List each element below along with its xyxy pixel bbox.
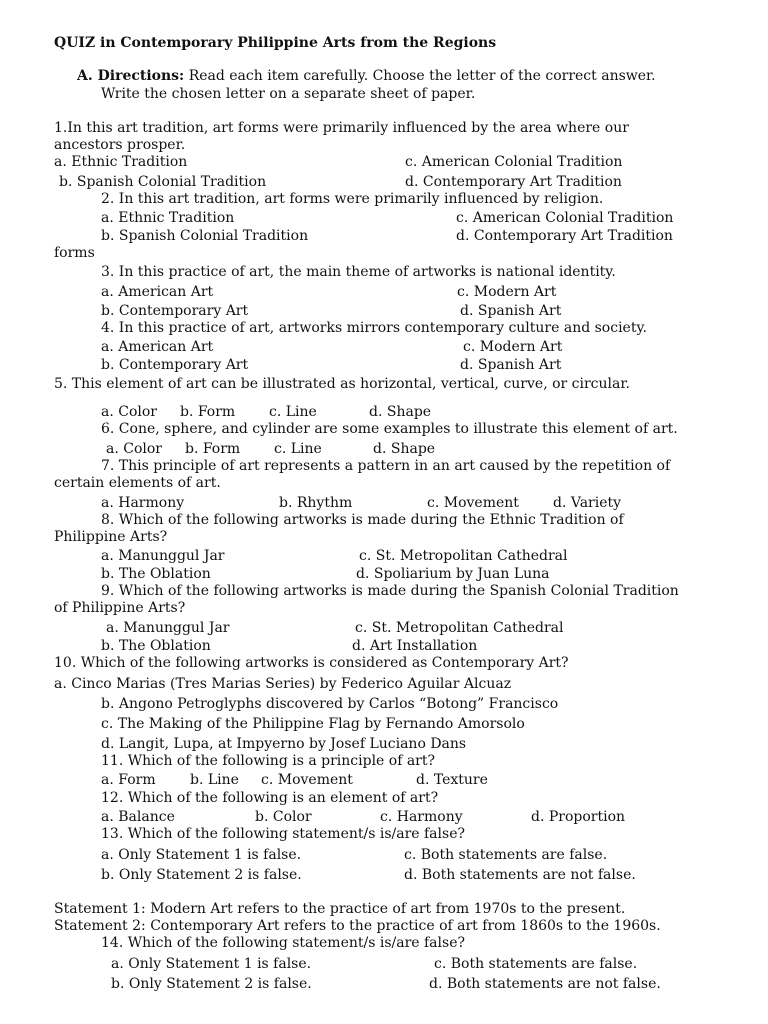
q12-choice-d: d. Proportion — [531, 809, 626, 825]
q14-choice-b: b. Only Statement 2 is false. — [111, 976, 312, 992]
question-3-text: 3. In this practice of art, the main theme of artworks is national identity. — [101, 264, 616, 280]
q1-choice-d: d. Contemporary Art Tradition — [405, 174, 622, 190]
q6-choice-d: d. Shape — [373, 441, 436, 457]
directions-label: A. Directions: — [77, 68, 185, 84]
q3-choice-d: d. Spanish Art — [460, 303, 562, 319]
q5-choice-d: d. Shape — [369, 404, 432, 420]
q12-choice-c: c. Harmony — [380, 809, 463, 825]
question-2-text: 2. In this art tradition, art forms were primarily influenced by religion. — [101, 191, 604, 207]
q6-choice-b: b. Form — [185, 441, 241, 457]
q12-choice-b: b. Color — [255, 809, 312, 825]
question-10-text: 10. Which of the following artworks is considered as Contemporary Art? — [54, 655, 569, 671]
q7-choice-c: c. Movement — [427, 495, 519, 511]
q3-choice-b: b. Contemporary Art — [101, 303, 249, 319]
q2-choice-c: c. American Colonial Tradition — [456, 210, 674, 226]
q7-choice-d: d. Variety — [553, 495, 622, 511]
q3-choice-c: c. Modern Art — [457, 284, 557, 300]
q10-choice-b: b. Angono Petroglyphs discovered by Carlos “Botong” Francisco — [101, 696, 559, 712]
q6-choice-a: a. Color — [106, 441, 162, 457]
q13-choice-a: a. Only Statement 1 is false. — [101, 847, 302, 863]
q4-choice-c: c. Modern Art — [463, 339, 563, 355]
question-8-text: 8. Which of the following artworks is made during the Ethnic Tradition of — [101, 512, 624, 528]
q13-choice-d: d. Both statements are not false. — [404, 867, 636, 883]
q13-choice-c: c. Both statements are false. — [404, 847, 608, 863]
statement-1: Statement 1: Modern Art refers to the practice of art from 1970s to the present. — [54, 901, 626, 917]
q11-choice-c: c. Movement — [261, 772, 353, 788]
question-13-text: 13. Which of the following statement/s is/are false? — [101, 826, 465, 842]
q12-choice-a: a. Balance — [101, 809, 175, 825]
q5-choice-c: c. Line — [269, 404, 317, 420]
question-7-text-cont: certain elements of art. — [54, 475, 221, 491]
question-9-text-cont: of Philippine Arts? — [54, 600, 186, 616]
q1-choice-b: b. Spanish Colonial Tradition — [59, 174, 267, 190]
q10-choice-d: d. Langit, Lupa, at Impyerno by Josef Luciano Dans — [101, 736, 467, 752]
q9-choice-c: c. St. Metropolitan Cathedral — [355, 620, 564, 636]
question-12-text: 12. Which of the following is an element of art? — [101, 790, 439, 806]
question-6-text: 6. Cone, sphere, and cylinder are some examples to illustrate this element of art. — [101, 421, 678, 437]
q2-tail-text: forms — [54, 245, 95, 261]
question-7-text: 7. This principle of art represents a pattern in an art caused by the repetition of — [101, 458, 671, 474]
q11-choice-d: d. Texture — [416, 772, 488, 788]
q2-choice-b: b. Spanish Colonial Tradition — [101, 228, 309, 244]
q8-choice-b: b. The Oblation — [101, 566, 211, 582]
q10-choice-a: a. Cinco Marias (Tres Marias Series) by Federico Aguilar Alcuaz — [54, 676, 512, 692]
q9-choice-d: d. Art Installation — [352, 638, 478, 654]
q9-choice-a: a. Manunggul Jar — [106, 620, 230, 636]
question-11-text: 11. Which of the following is a principle of art? — [101, 753, 436, 769]
q8-choice-d: d. Spoliarium by Juan Luna — [356, 566, 550, 582]
q14-choice-c: c. Both statements are false. — [434, 956, 638, 972]
q11-choice-b: b. Line — [190, 772, 239, 788]
q4-choice-b: b. Contemporary Art — [101, 357, 249, 373]
q14-choice-d: d. Both statements are not false. — [429, 976, 661, 992]
q4-choice-a: a. American Art — [101, 339, 214, 355]
question-1-text-cont: ancestors prosper. — [54, 137, 186, 153]
q4-choice-d: d. Spanish Art — [460, 357, 562, 373]
page-title: QUIZ in Contemporary Philippine Arts from the Regions — [54, 35, 497, 51]
q3-choice-a: a. American Art — [101, 284, 214, 300]
question-14-text: 14. Which of the following statement/s is/are false? — [101, 935, 465, 951]
q5-choice-a: a. Color — [101, 404, 157, 420]
q5-choice-b: b. Form — [180, 404, 236, 420]
question-1-text: 1.In this art tradition, art forms were primarily influenced by the area where our — [54, 120, 629, 136]
q7-choice-a: a. Harmony — [101, 495, 185, 511]
question-5-text: 5. This element of art can be illustrated as horizontal, vertical, curve, or circular. — [54, 376, 630, 392]
q9-choice-b: b. The Oblation — [101, 638, 211, 654]
directions-line2: Write the chosen letter on a separate sheet of paper. — [101, 86, 476, 102]
q8-choice-c: c. St. Metropolitan Cathedral — [359, 548, 568, 564]
q1-choice-a: a. Ethnic Tradition — [54, 154, 188, 170]
question-4-text: 4. In this practice of art, artworks mirrors contemporary culture and society. — [101, 320, 647, 336]
question-8-text-cont: Philippine Arts? — [54, 529, 168, 545]
question-9-text: 9. Which of the following artworks is made during the Spanish Colonial Tradition — [101, 583, 679, 599]
q6-choice-c: c. Line — [274, 441, 322, 457]
q8-choice-a: a. Manunggul Jar — [101, 548, 225, 564]
q10-choice-c: c. The Making of the Philippine Flag by Fernando Amorsolo — [101, 716, 525, 732]
q13-choice-b: b. Only Statement 2 is false. — [101, 867, 302, 883]
directions-line1 — [77, 68, 656, 85]
q1-choice-c: c. American Colonial Tradition — [405, 154, 623, 170]
q11-choice-a: a. Form — [101, 772, 156, 788]
q2-choice-d: d. Contemporary Art Tradition — [456, 228, 673, 244]
directions-text-1: Read each item carefully. Choose the letter of the correct answer. — [188, 68, 656, 84]
q2-choice-a: a. Ethnic Tradition — [101, 210, 235, 226]
statement-2: Statement 2: Contemporary Art refers to the practice of art from 1860s to the 1960s. — [54, 918, 661, 934]
q14-choice-a: a. Only Statement 1 is false. — [111, 956, 312, 972]
q7-choice-b: b. Rhythm — [279, 495, 353, 511]
